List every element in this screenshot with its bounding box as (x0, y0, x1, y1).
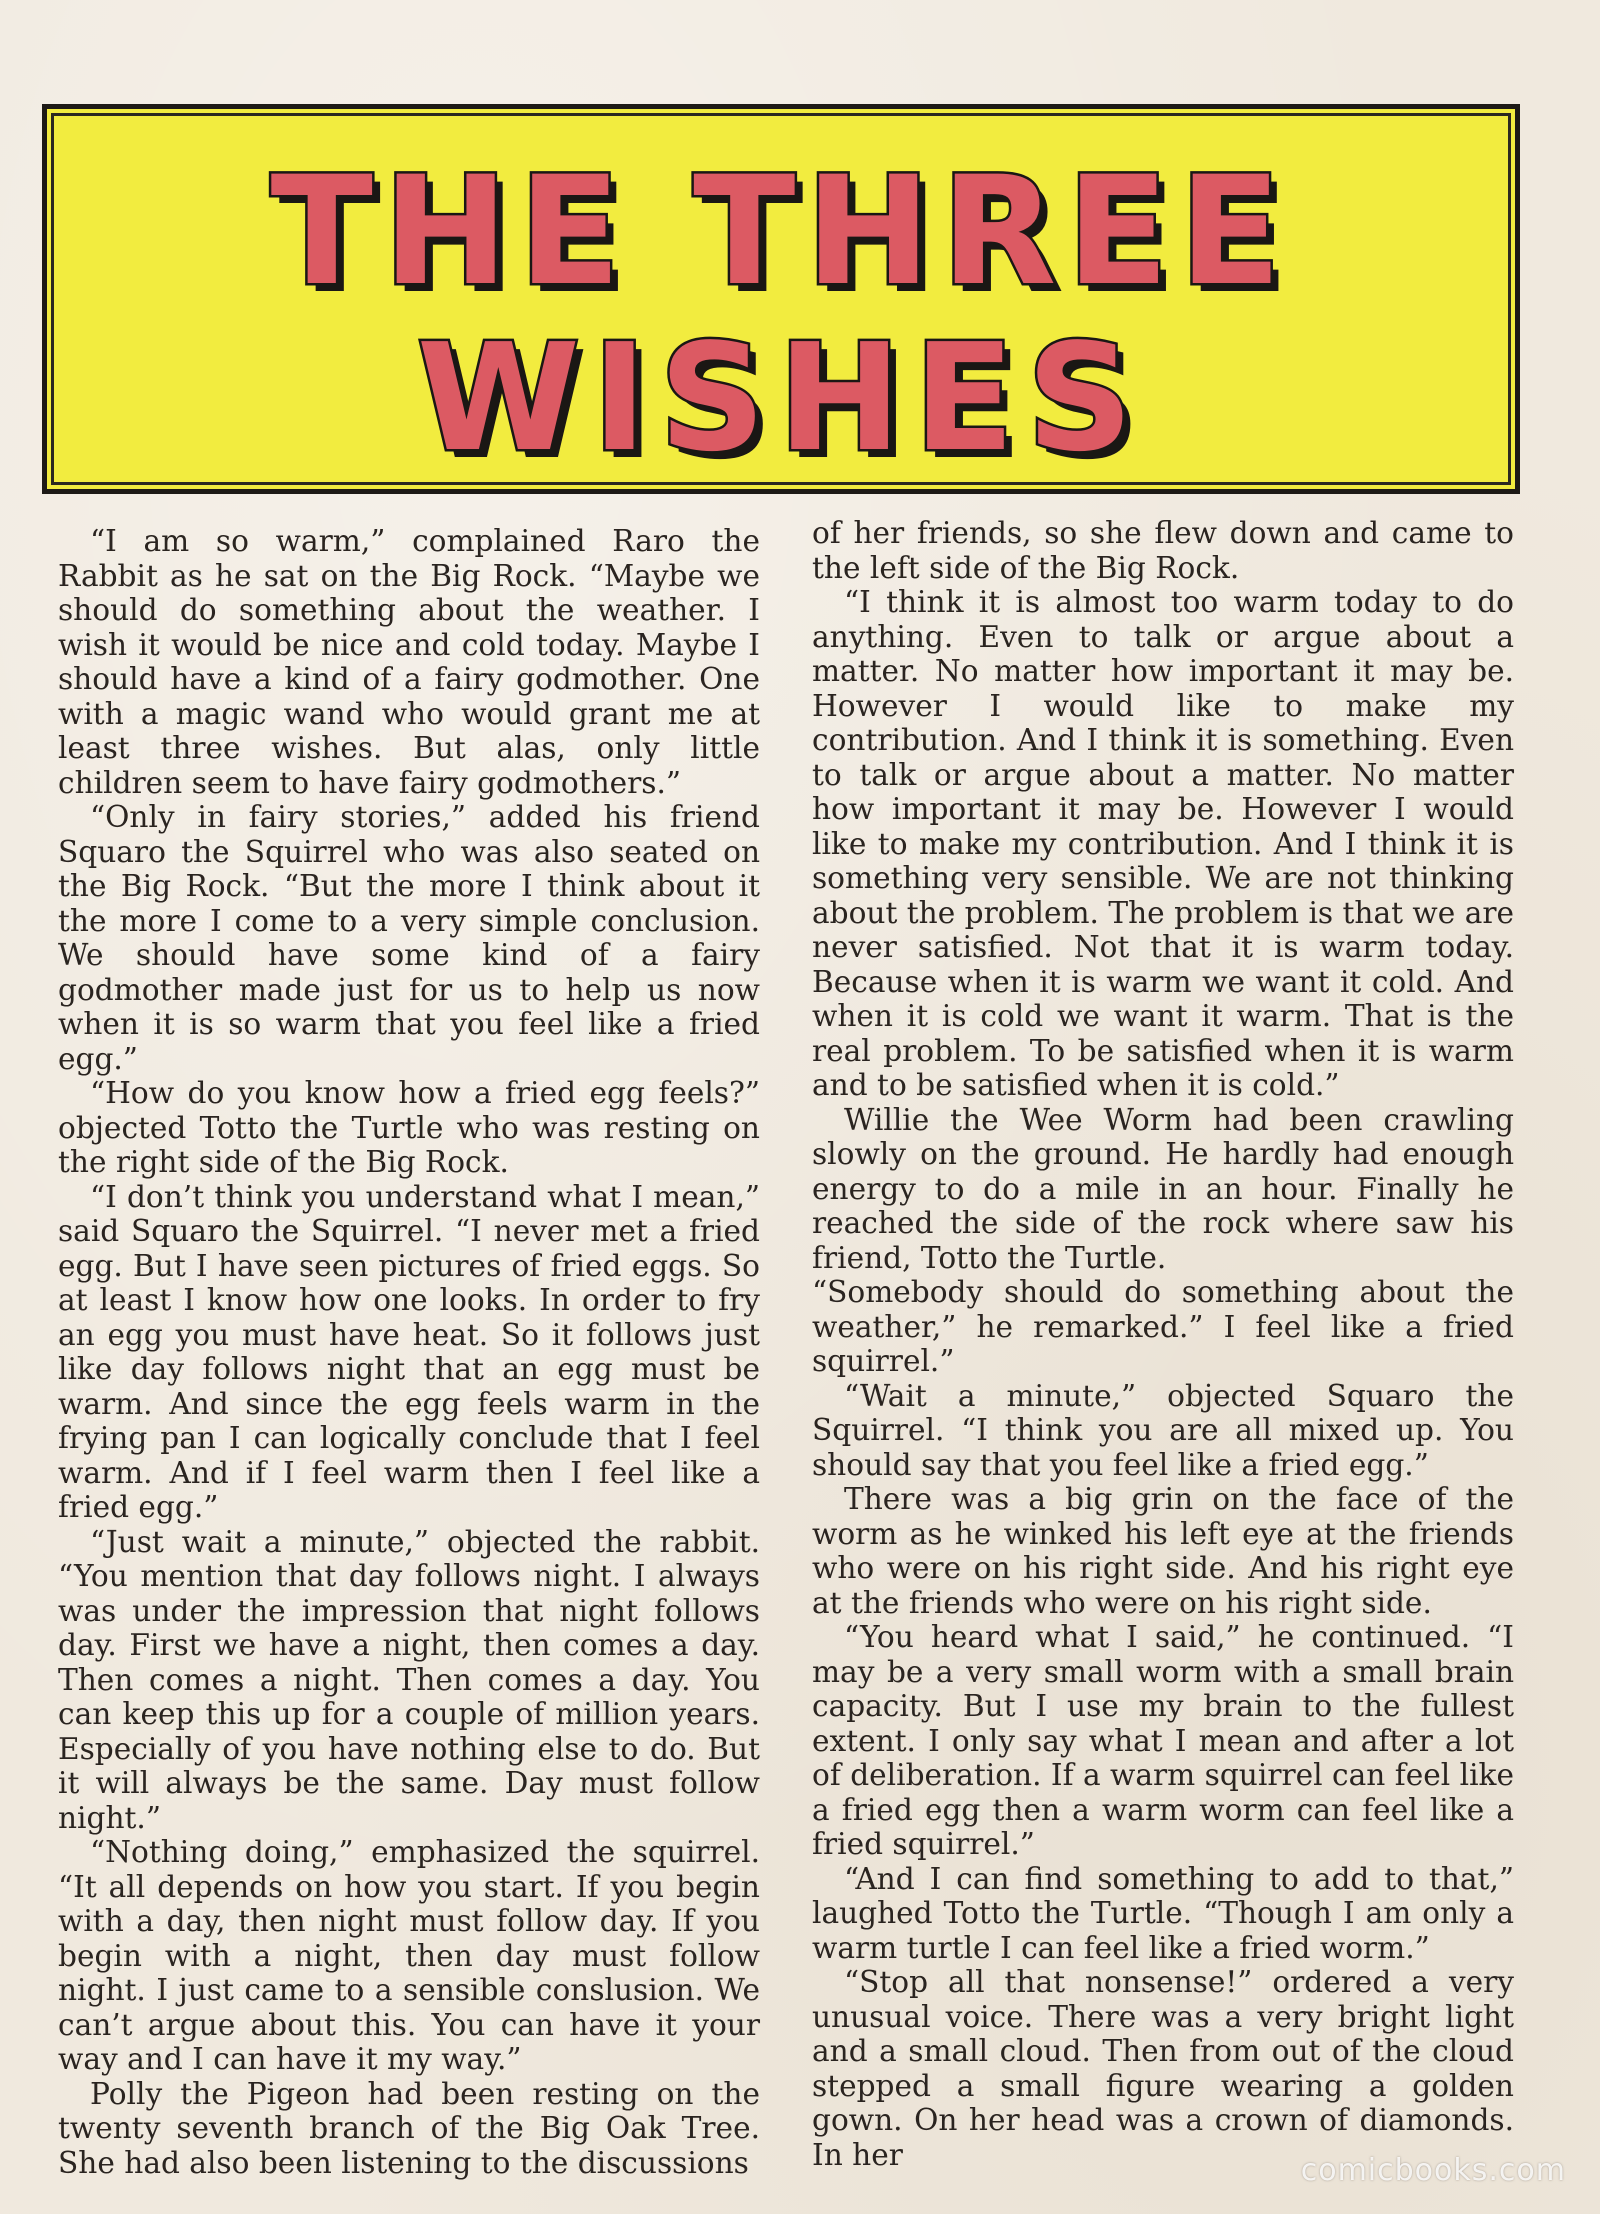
paragraph: “Wait a minute,” objected Squaro the Squirrel. “I think you are all mixed up. You should say that you feel like a fried egg.” (812, 1378, 1514, 1482)
paragraph: “Somebody should do something about the weather,” he remarked.” I feel like a fried squirrel.” (812, 1275, 1514, 1378)
paragraph: “Just wait a minute,” objected the rabbit. “You mention that day follows night. I always was under the impression that night follows day. First we have a night, then comes a day. Then comes a night. Then comes a day. You can keep this up for a couple of million years. Especially of you have nothing else to do. But it will always be the same. Day must follow night.” (58, 1524, 760, 1835)
paragraph: Willie the Wee Worm had been crawling slowly on the ground. He hardly had enough energy to do a mile in an hour. Finally he reached the side of the rock where saw his friend, Totto the Turtle. (812, 1102, 1514, 1275)
paragraph: “You heard what I said,” he continued. “I may be a very small worm with a small brain capacity. But I use my brain to the fullest extent. I only say what I mean and after a lot of deliberation. If a warm squirrel can feel like a fried egg then a warm worm can feel like a fried squirrel.” (812, 1620, 1514, 1861)
site-watermark: comicbooks.com (1300, 2153, 1566, 2188)
paragraph: “Nothing doing,” emphasized the squirrel. “It all depends on how you start. If you begin with a day, then night must follow day. If you begin with a night, then day must follow night. I just came to a sensible conslusion. We can’t argue about this. You can have it your way and I can have it my way.” (58, 1835, 760, 2076)
title-line-2: WISHES (416, 312, 1146, 484)
title-line-1: THE THREE (270, 145, 1292, 319)
right-column (812, 516, 1514, 2172)
paragraph: There was a big grin on the face of the worm as he winked his left eye at the friends who were on his right side. And his right eye at the friends who were on his right side. (812, 1482, 1514, 1620)
paragraph: “And I can find something to add to that,” laughed Totto the Turtle. “Though I am only a warm turtle I can feel like a fried worm.” (812, 1861, 1514, 1965)
left-column (58, 524, 760, 2180)
paragraph: Polly the Pigeon had been resting on the twenty seventh branch of the Big Oak Tree. She had also been listening to the discussions (58, 2076, 760, 2180)
paragraph: “I don’t think you understand what I mean,” said Squaro the Squirrel. “I never met a fried egg. But I have seen pictures of fried eggs. So at least I know how one looks. In order to fry an egg you must have heat. So it follows just like day follows night that an egg must be warm. And since the egg feels warm in the frying pan I can logically conclude that I feel warm. And if I feel warm then I feel like a fried egg.” (58, 1179, 760, 1524)
paragraph: “I think it is almost too warm today to do anything. Even to talk or argue about a matter. No matter how important it may be. However I would like to make my contribution. And I think it is something. Even to talk or argue about a matter. No matter how important it may be. However I would like to make my contribution. And I think it is something very sensible. We are not thinking about the problem. The problem is that we are never satisfied. Not that it is warm today. Because when it is warm we want it cold. And when it is cold we want it warm. That is the real problem. To be satisfied when it is warm and to be satisfied when it is cold.” (812, 585, 1514, 1102)
paragraph: “Stop all that nonsense!” ordered a very unusual voice. There was a very bright light and a small cloud. Then from out of the cloud stepped a small figure wearing a golden gown. On her head was a crown of diamonds. In her (812, 1965, 1514, 2172)
paragraph: “Only in fairy stories,” added his friend Squaro the Squirrel who was also seated on the Big Rock. “But the more I think about it the more I come to a very simple conclusion. We should have some kind of a fairy godmother made just for us to help us now when it is so warm that you feel like a fried egg.” (58, 800, 760, 1076)
paragraph: “I am so warm,” complained Raro the Rabbit as he sat on the Big Rock. “Maybe we should do something about the weather. I wish it would be nice and cold today. Maybe I should have a kind of a fairy godmother. One with a magic wand who would grant me at least three wishes. But alas, only little children seem to have fairy godmothers.” (58, 524, 760, 800)
paragraph: of her friends, so she flew down and came to the left side of the Big Rock. (812, 516, 1514, 585)
paragraph: “How do you know how a fried egg feels?” objected Totto the Turtle who was resting on the right side of the Big Rock. (58, 1076, 760, 1179)
title-banner (42, 104, 1520, 494)
